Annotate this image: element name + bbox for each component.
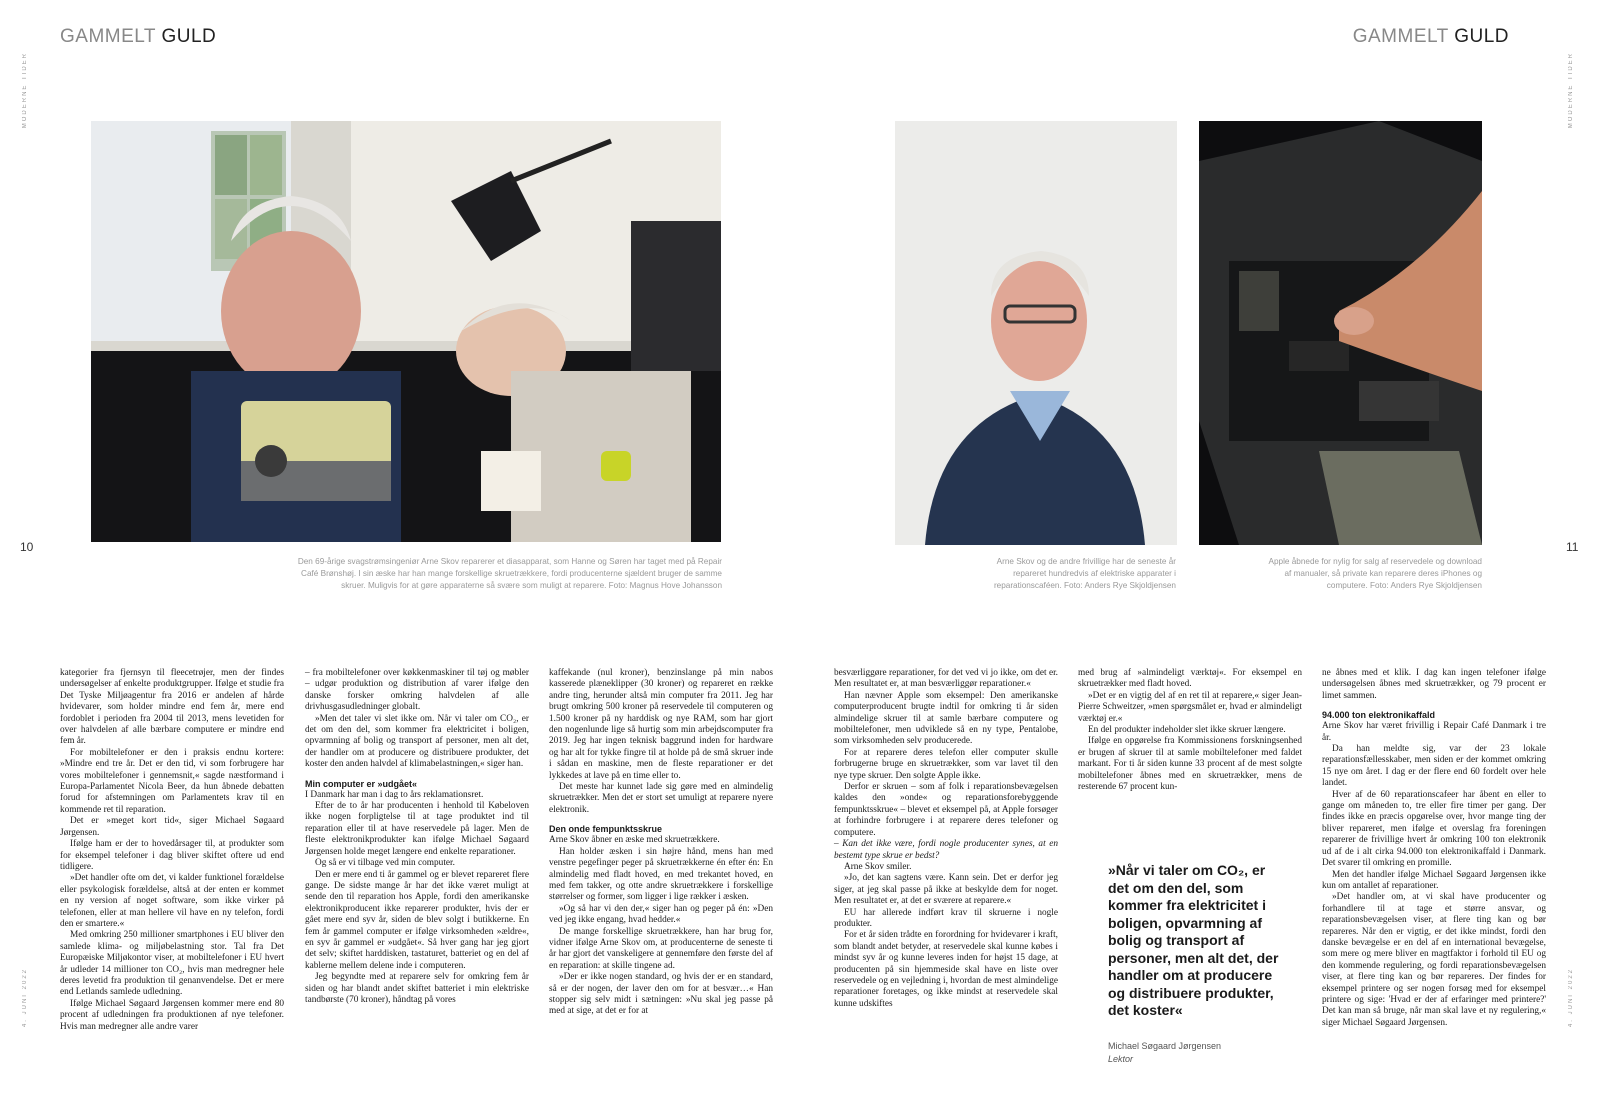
date-label-right: 4. JUNI 2022 xyxy=(1568,968,1574,1028)
paragraph: Han holder æsken i sin højre hånd, mens han med venstre pegefinger peger på skruetrækkerne én efter én: En almindelig med fladt hoved, en med trekantet hoved, en med fem takker, og otte andre skruetrækkere i forskellige størrelser og former, som ligger i lige rækker i æsken. xyxy=(549,846,773,903)
paragraph: »Jo, det kan sagtens være. Kann sein. Det er derfor jeg siger, at jeg skal passe på ikke at beskylde dem for noget. Men resultatet er, at det er sværere at reparere.« xyxy=(834,873,1058,907)
paragraph: ne åbnes med et klik. I dag kan ingen telefoner ifølge undersøgelsen åbnes med skruetrækker, og 79 procent er limet sammen. xyxy=(1322,668,1546,701)
subheading: 94.000 ton elektronikaffald xyxy=(1322,710,1436,721)
paragraph: med brug af »almindeligt værktøj«. For eksempel en skruetrækker med fladt hoved. xyxy=(1078,668,1302,690)
header-bold: GULD xyxy=(161,26,217,47)
header-light: GAMMELT xyxy=(1352,26,1449,47)
paragraph: En del produkter indeholder slet ikke skruer længere. xyxy=(1088,725,1286,736)
paragraph: besværliggøre reparationer, for det ved vi jo ikke, om det er. Men resultatet er, at man besværliggør reparationer.« xyxy=(834,668,1058,690)
paragraph: For at reparere deres telefon eller computer skulle forbrugerne bruge en skruetrækker, som var lavet til den nye type skruer. Den solgte Apple ikke. xyxy=(834,747,1058,781)
header-bold: GULD xyxy=(1454,26,1509,47)
page-number-left: 10 xyxy=(20,540,34,554)
paragraph: »Det er en vigtig del af en ret til at reparere,« siger Jean-Pierre Schweitzer, »men spørgsmålet er, hvad er almindeligt værktøj er.« xyxy=(1078,690,1302,724)
paragraph: Jeg begyndte med at reparere selv for omkring fem år siden og har blandt andet skiftet batteriet i min elektriske tandbørste (70 kroner), håndtag på vores xyxy=(305,972,529,1005)
paragraph: Ifølge ham er der to hovedårsager til, at produkter som for eksempel telefoner i dag bliver skiftet oftere ud end tidligere. xyxy=(60,839,284,872)
page-number-right: 11 xyxy=(1566,540,1579,554)
paragraph: »Men det taler vi slet ikke om. Når vi taler om CO₂, er det om den del, som kommer fra elektricitet i boligen, opvarmning af bolig og transport af personer, men alt det, der handler om at producere og distribuere produkter, det koster den anden halvdel af klimabelastningen,« siger han. xyxy=(305,713,529,770)
subheading: Min computer er »udgået« xyxy=(305,778,418,789)
interview-question xyxy=(834,839,1058,862)
paragraph: Ifølge en opgørelse fra Kommissionens forskningsenhed er brugen af skruer til at samle mobiltelefoner med faldet markant. For ti år siden kunne 33 procent af de mest solgte mobiltelefoner åbnes med en skruetrækker, mens de resterende 67 procent kun- xyxy=(1078,736,1302,793)
left-header xyxy=(60,26,216,48)
paragraph: De mange forskellige skruetrækkere, han har brug for, vidner ifølge Arne Skov om, at producenterne de seneste ti år har gjort det vanskeligere at gennemføre den første del af en reparation: at skille tingene ad. xyxy=(549,926,773,971)
photo-circuit-board xyxy=(1199,121,1482,545)
section-label-right: MODERNE TIDER xyxy=(1568,52,1574,129)
photo-repair-scene xyxy=(91,121,721,542)
paragraph: kaffekande (nul kroner), benzinslange på min nabos kasserede plæneklipper (30 kroner) og repareret en række andre ting, herunder altså min computer fra 2011. Jeg har brugt omkring 500 kroner på reservedele til computeren og 1.500 kroner på ny harddisk og nye RAM, som har gjort den nogenlunde lige så hurtig som min arbejdscomputer fra 2019. Jeg har ingen teknisk baggrund inden for hardware og har alt for tykke fingre til at holde på de små skruer inde i sådan en maskine, men de fleste reparationer er det lykkedes at lave på en time eller to. xyxy=(549,668,773,781)
paragraph: For mobiltelefoner er den i praksis endnu kortere: »Mindre end tre år. Det er den tid, vi som forbrugere har vores mobiltelefoner i gennemsnit,« sagde næstformand i Europa-Parlamentet Nicola Beer, da hun åbnede debatten forud for afstemningen om Parlamentets krav til en kommende ret til reparation. xyxy=(60,747,284,815)
quote-title: Lektor xyxy=(1108,1054,1134,1064)
paragraph: Da han meldte sig, var der 23 lokale reparationsfællesskaber, men siden er der kommet omkring 15 nye om året. I dag er der flere end 60 fordelt over hele landet. xyxy=(1322,744,1546,789)
paragraph: Det er »meget kort tid«, siger Michael Søgaard Jørgensen. xyxy=(60,816,284,838)
quote-name: Michael Søgaard Jørgensen xyxy=(1108,1041,1222,1051)
question-text: – Kan det ikke være, fordi nogle producenter synes, at en bestemt type skrue er bedst? xyxy=(834,839,1058,861)
paragraph: kategorier fra fjernsyn til fleecetrøjer, men der findes undersøgelser af enkelte produktgrupper. Ifølge et studie fra Det Tyske Miljøagentur fra 2016 er andelen af hårde hvidevarer, som holder mindre end fem år, mere end fordoblet i perioden fra 2004 til 2013, mens levetiden for over halvdelen af alle bærbare computere er mindre end fem år. xyxy=(60,668,284,747)
paragraph: Arne Skov smiler. xyxy=(844,861,912,872)
paragraph: »Det handler om, at vi skal have producenter og forhandlere til at tage et større ansvar, og reparationsbevægelsen viser, at flere ting kan og bør repareres. Når den er vigtig, er det ikke mindst, fordi den danske bevægelse er en del af en international bevægelse, som mere og mere bliver en magtfaktor i forhold til EU og den kommende regulering, og fordi reparationsbevægelsen viser, at flere ting kan og bør repareres. Der findes for eksempel printere og ser nogen forsøg med for eksempel printere og sige: 'Hvad er der af erfaringer med printere?' Det kan man så bruge, når man skal lave et ny regulering,« siger Michael Søgaard Jørgensen. xyxy=(1322,892,1546,1028)
paragraph: – fra mobiltelefoner over køkkenmaskiner til tøj og møbler – udgør produktion og distribution af varer ifølge den danske forsker omkring halvdelen af alle drivhusgasudledninger globalt. xyxy=(305,668,529,713)
paragraph: Men det handler ifølge Michael Søgaard Jørgensen ikke kun om antallet af reparationer. xyxy=(1322,869,1546,891)
article-column-2 xyxy=(305,668,529,1006)
paragraph: Med omkring 250 millioner smartphones i EU bliver den samlede klima- og miljøbelastning stor. Tal fra Det Europæiske Miljøkontor viser, at mobiltelefoner i EU hvert år udleder 14 millioner ton CO₂, hvis man medregner hele deres levetid fra produktion til genanvendelse. Det er mere end Letlands samlede udledning. xyxy=(60,930,284,998)
pull-quote: »Når vi taler om CO₂, er det om den del, som kommer fra elektricitet i boligen, opvarmning af bolig og transport af personer, men alt det, der handler om at producere og distribuere produkter, det koster« xyxy=(1108,862,1279,1018)
paragraph: For et år siden trådte en forordning for hvidevarer i kraft, som blandt andet betyder, at reservedele skal kunne købes i mindst syv år og kunne leveres inden for højst 15 dage, at producenten på sin hjemmeside skal have en liste over reservedele og en vejledning i, hvordan de mest almindelige reparationer foretages, og ikke mindst at reservedele skal kunne udskiftes xyxy=(834,930,1058,1009)
section-label-left: MODERNE TIDER xyxy=(22,52,28,129)
paragraph: Arne Skov åbner en æske med skruetrækkere. xyxy=(549,835,720,846)
paragraph: Efter de to år har producenten i henhold til Købeloven ikke nogen forpligtelse til at tage produktet ind til reparation eller til at have reservedele på lager. Men de fleste elektronikprodukter kan ifølge Michael Søgaard Jørgensen holde meget længere end enkelte reparationer. xyxy=(305,801,529,857)
caption-photo1: Den 69-årige svagstrømsingeniør Arne Skov reparerer et diasapparat, som Hanne og Søren har taget med på Repair Café Brønshøj. I sin æske har han mange forskellige skruetrækkere, fordi producenterne sjældent bruger de samme skruer. Muligvis for at gøre apparaterne så svære som muligt at reparere. Foto: Magnus Hove Johansson xyxy=(297,557,722,590)
paragraph: »Det handler ofte om det, vi kalder funktionel forældelse eller psykologisk forældelse, altså at der enten er kommet en ny version af noget software, som ikke virker på telefonen, eller at man hellere vil have en ny telefon, fordi den er smartere.« xyxy=(60,873,284,929)
caption-photo3: Apple åbnede for nylig for salg af reservedele og download af manualer, så private kan reparere deres iPhones og computere. Foto: Anders Rye Skjoldjensen xyxy=(1268,557,1482,590)
paragraph: Arne Skov har været frivillig i Repair Café Danmark i tre år. xyxy=(1322,721,1546,743)
quote-attribution xyxy=(1108,1040,1288,1066)
paragraph: Den er mere end ti år gammel og er blevet repareret flere gange. De sidste mange år har det ikke været muligt at sende den til reparation hos Apple, fordi den amerikanske elektronikproducent ikke reparerer produkter, hvis der er gået mere end syv år, siden de blev solgt i butikkerne. En fem år gammel computer er ifølge virksomheden »ældre«, en syv år gammel er »udgået«. Så hver gang har jeg gjort det selv; skiftet harddisken, tastaturet, batteriet og en del af kablerne mellem delene inde i computeren. xyxy=(305,869,529,971)
article-column-3 xyxy=(549,668,773,1018)
paragraph: EU har allerede indført krav til skruerne i nogle produkter. xyxy=(834,907,1058,929)
paragraph: Ifølge Michael Søgaard Jørgensen kommer mere end 80 procent af udledningen fra produktionen af nye telefoner. Hvis man medregner alle andre varer xyxy=(60,998,284,1032)
paragraph: Derfor er skruen – som af folk i reparationsbevægelsen kaldes den »onde« og reparationsforebyggende fempunktsskrue« – blevet et eksempel på, at Apple forsøger at forhindre forbrugere i at reparere deres telefoner og computere. xyxy=(834,782,1058,838)
caption-photo2: Arne Skov og de andre frivillige har de seneste år repareret hundredvis af elektriske apparater i reparationscaféen. Foto: Anders Rye Skjoldjensen xyxy=(993,557,1176,590)
paragraph: Hver af de 60 reparationscafeer har åbent en eller to gange om måneden to, tre eller fire timer per gang. Der findes ikke en præcis opgørelse over, hvor mange ting der bliver repareret, men ifølge et overslag fra foreningen reparerer de frivillige hvert år omkring 100 ton elektronik ud af de i alt cirka 94.000 ton elektronikaffald i Danmark. Det svarer til omkring en promille. xyxy=(1322,789,1546,869)
paragraph: Han nævner Apple som eksempel: Den amerikanske computerproducent brugte indtil for omkring ti år siden almindelige skruer til at samle bærbare computere og mobiltelefoner, men udviklede så en ny type, Pentalobe, som virksomheden selv producerede. xyxy=(834,690,1058,747)
article-column-6 xyxy=(1322,668,1546,1029)
photo-portrait xyxy=(895,121,1177,545)
article-column-1 xyxy=(60,668,284,1033)
article-column-4 xyxy=(834,668,1058,1010)
subheading: Den onde fempunktsskrue xyxy=(549,824,663,835)
right-header xyxy=(1353,26,1509,48)
paragraph: »Der er ikke nogen standard, og hvis der er en standard, så er der nogen, der laver den om for at besvær…« Han stopper sig selv midt i sætningen: »Nu skal jeg passe på med at sige, at det er for at xyxy=(549,972,773,1017)
paragraph: I Danmark har man i dag to års reklamationsret. xyxy=(305,789,484,800)
paragraph: »Og så har vi den der,« siger han og peger på én: »Den ved jeg ikke engang, hvad hedder.« xyxy=(549,903,773,926)
paragraph: Og så er vi tilbage ved min computer. xyxy=(315,858,455,869)
article-column-5 xyxy=(1078,668,1302,793)
header-light: GAMMELT xyxy=(60,26,156,47)
date-label-left: 4. JUNI 2022 xyxy=(22,968,28,1028)
paragraph: Det meste har kunnet lade sig gøre med en almindelig skruetrækker. Men det er stort set umuligt at reparere nyere elektronik. xyxy=(549,782,773,815)
